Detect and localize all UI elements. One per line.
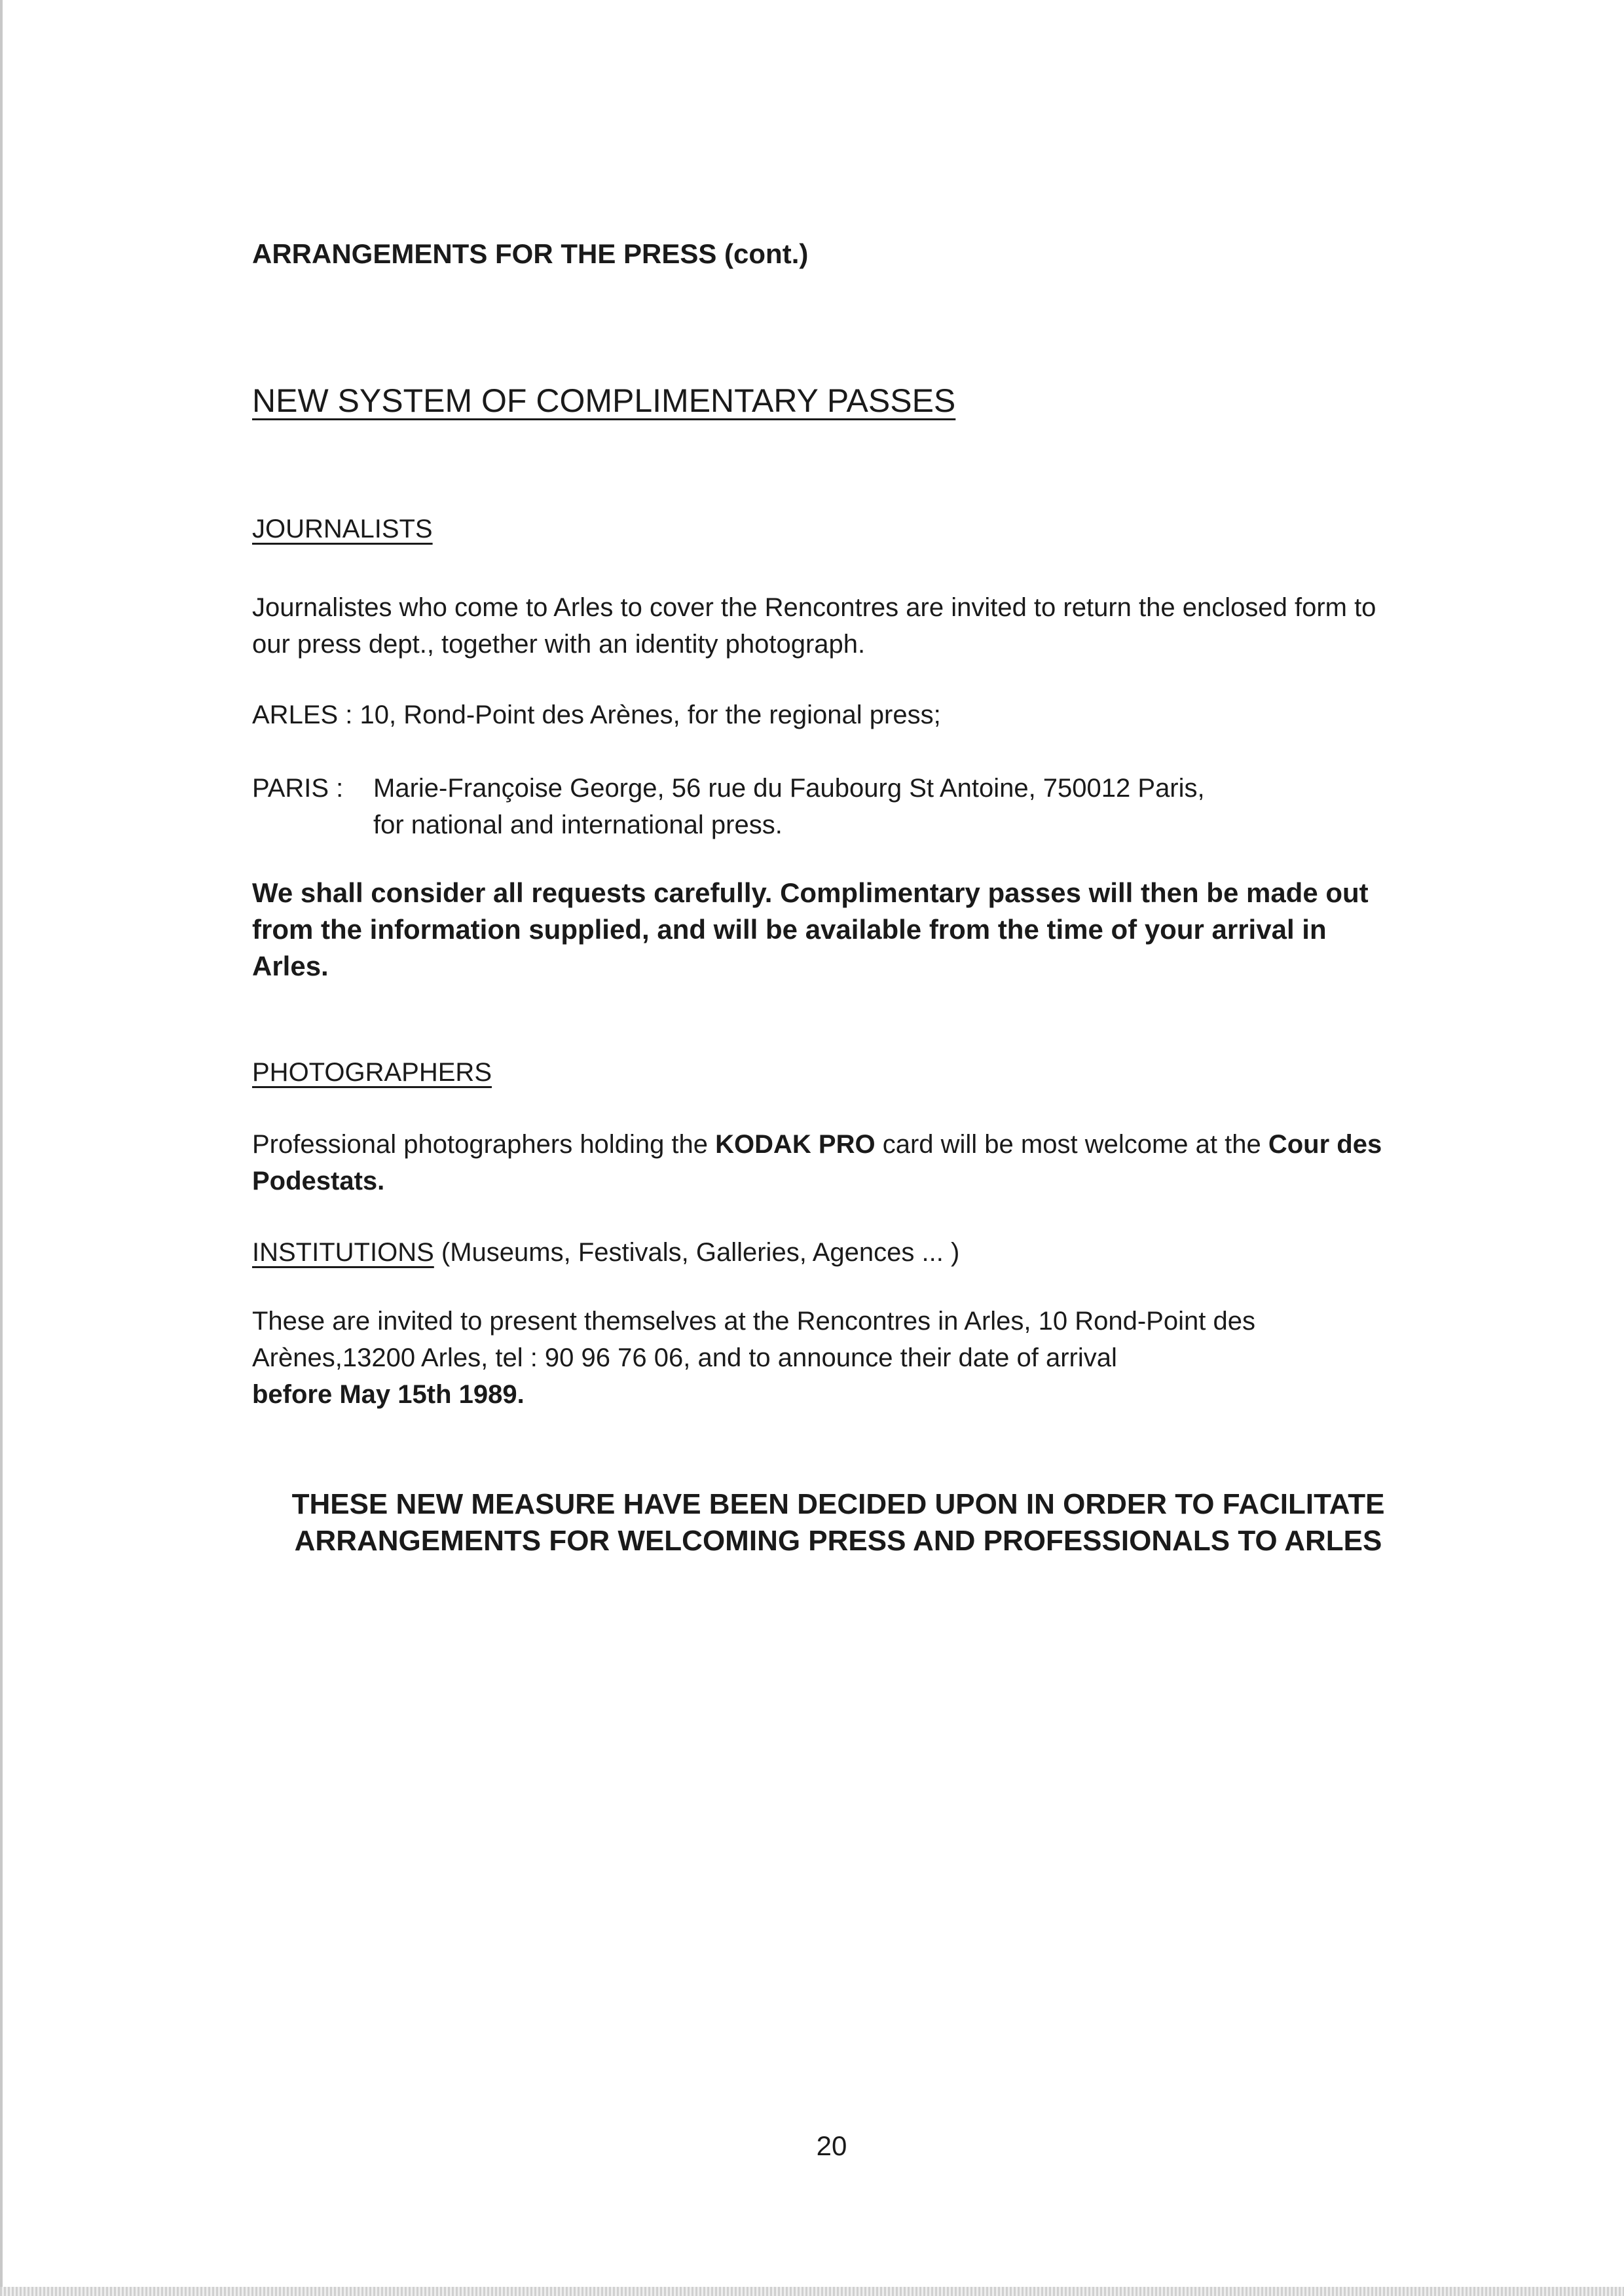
journalists-paragraph: Journalistes who come to Arles to cover the Rencontres are invited to return the enclosed form to our press dept., together with an identity photograph. <box>252 593 1376 659</box>
institutions-examples: (Museums, Festivals, Galleries, Agences ... ) <box>434 1238 960 1267</box>
page-number: 20 <box>816 2130 847 2161</box>
closing-line-2: ARRANGEMENTS FOR WELCOMING PRESS AND PROFESSIONALS TO ARLES <box>294 1525 1382 1557</box>
institutions-paragraph <box>252 1303 1405 1413</box>
institutions-line <box>252 1234 1405 1271</box>
arles-label: ARLES <box>252 701 339 729</box>
page-heading: ARRANGEMENTS FOR THE PRESS (cont.) <box>252 238 809 269</box>
closing-line-1: THESE NEW MEASURE HAVE BEEN DECIDED UPON IN ORDER TO FACILITATE <box>291 1488 1385 1520</box>
paris-line-2: for national and international press. <box>373 811 783 839</box>
subheading-institutions: INSTITUTIONS <box>252 1238 434 1267</box>
kodak-pro-label: KODAK PRO <box>715 1130 876 1159</box>
requests-notice: We shall consider all requests carefully. Complimentary passes will then be made out from the information supplied, and will be available from the time of your arrival in Arles. <box>252 877 1369 981</box>
institutions-text: These are invited to present themselves at the Rencontres in Arles, 10 Rond-Point des Arènes,13200 Arles, tel : 90 96 76 06, and to announce their date of arrival <box>252 1307 1255 1372</box>
section-title: NEW SYSTEM OF COMPLIMENTARY PASSES <box>252 382 956 419</box>
venue-name: Cour des Podestats. <box>252 1130 1382 1195</box>
arles-address <box>252 697 1405 733</box>
closing-statement <box>252 1486 1424 1559</box>
subheading-journalists: JOURNALISTS <box>252 515 433 543</box>
deadline: before May 15th 1989. <box>252 1380 525 1409</box>
paris-label: PARIS : <box>252 774 344 803</box>
photographers-text-2: card will be most welcome at the <box>875 1130 1268 1159</box>
photographers-text-1: Professional photographers holding the <box>252 1130 716 1159</box>
subheading-photographers: PHOTOGRAPHERS <box>252 1058 492 1087</box>
page-left-edge <box>0 0 3 2296</box>
arles-text: : 10, Rond-Point des Arènes, for the regional press; <box>338 701 941 729</box>
paris-line-1: Marie-Françoise George, 56 rue du Faubourg St Antoine, 750012 Paris, <box>373 774 1205 803</box>
paris-address <box>252 770 1405 843</box>
page-bottom-edge <box>0 2287 1624 2296</box>
photographers-paragraph <box>252 1126 1405 1199</box>
